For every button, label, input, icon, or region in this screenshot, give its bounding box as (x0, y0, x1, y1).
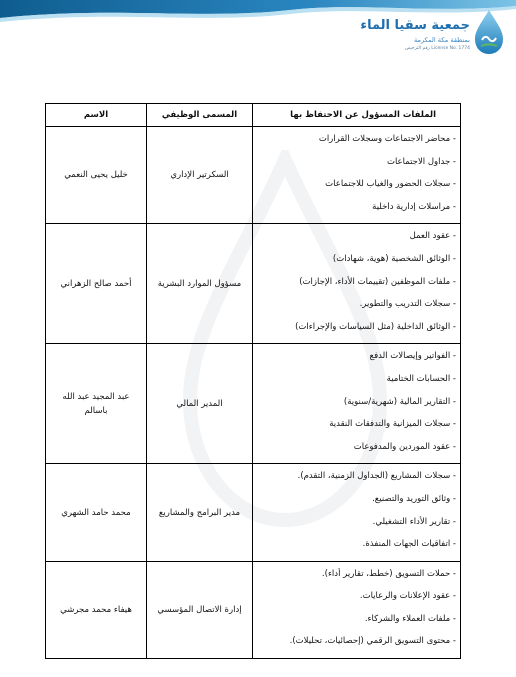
files-list (255, 133, 456, 223)
organization-logo (360, 8, 510, 66)
job-title-cell: مدير البرامج والمشاريع (147, 464, 253, 561)
list-item: - وثائق التوريد والتصنيع. (255, 493, 456, 516)
list-item: - سجلات الميزانية والتدفقات النقدية (255, 418, 456, 441)
table-row (46, 127, 461, 224)
organization-region: بمنطقة مكة المكرمة (413, 36, 470, 44)
list-item: - محاضر الاجتماعات وسجلات القرارات (255, 133, 456, 156)
table-header-row (46, 104, 461, 127)
records-responsibility-table (45, 103, 461, 659)
list-item: - الحسابات الختامية (255, 373, 456, 396)
files-cell (253, 344, 461, 464)
employee-name-cell: عبد المجيد عبد الله باسالم (46, 344, 147, 464)
license-number: رقم الترخيص License No. 1774 (404, 46, 470, 51)
list-item: - عقود الإعلانات والرعايات. (255, 590, 456, 613)
list-item: - التقارير المالية (شهرية/سنوية) (255, 396, 456, 419)
employee-name-cell: أحمد صالح الزهراني (46, 224, 147, 344)
organization-name: جمعية سقيا الماء (360, 18, 470, 33)
employee-name-cell: هيفاء محمد مجرشي (46, 561, 147, 658)
list-item: - عقود العمل (255, 230, 456, 253)
list-item: - عقود الموردين والمدفوعات (255, 441, 456, 464)
files-list (255, 350, 456, 463)
list-item: - تقارير الأداء التشغيلي. (255, 516, 456, 539)
table-row (46, 224, 461, 344)
job-title-cell: إدارة الاتصال المؤسسي (147, 561, 253, 658)
list-item: - جداول الاجتماعات (255, 156, 456, 179)
table-row (46, 464, 461, 561)
list-item: - اتفاقيات الجهات المنفذة. (255, 538, 456, 561)
header-name: الاسم (46, 104, 147, 127)
list-item: - سجلات المشاريع (الجداول الزمنية، التقدم). (255, 470, 456, 493)
files-list (255, 230, 456, 343)
job-title-cell: مسؤول الموارد البشرية (147, 224, 253, 344)
employee-name-cell: خليل يحيى النعمي (46, 127, 147, 224)
list-item: - ملفات العملاء والشركاء. (255, 613, 456, 636)
header-files: الملفات المسؤول عن الاحتفاظ بها (253, 104, 461, 127)
files-cell (253, 127, 461, 224)
files-list (255, 470, 456, 560)
employee-name-cell: محمد حامد الشهري (46, 464, 147, 561)
list-item: - الوثائق الشخصية (هوية، شهادات) (255, 253, 456, 276)
list-item: - الوثائق الداخلية (مثل السياسات والإجراءات) (255, 321, 456, 344)
table-row (46, 344, 461, 464)
files-list (255, 568, 456, 658)
job-title-cell: السكرتير الإداري (147, 127, 253, 224)
files-cell (253, 561, 461, 658)
job-title-cell: المدير المالي (147, 344, 253, 464)
table-row (46, 561, 461, 658)
list-item: - محتوى التسويق الرقمي (إحصائيات، تحليلات). (255, 635, 456, 658)
list-item: - الفواتير وإيصالات الدفع (255, 350, 456, 373)
list-item: - حملات التسويق (خطط، تقارير أداء). (255, 568, 456, 591)
water-drop-icon (472, 8, 506, 56)
list-item: - سجلات التدريب والتطوير. (255, 298, 456, 321)
list-item: - مراسلات إدارية داخلية (255, 201, 456, 224)
header-job-title: المسمى الوظيفي (147, 104, 253, 127)
list-item: - ملفات الموظفين (تقييمات الأداء، الإجازات) (255, 276, 456, 299)
files-cell (253, 224, 461, 344)
list-item: - سجلات الحضور والغياب للاجتماعات (255, 178, 456, 201)
files-cell (253, 464, 461, 561)
